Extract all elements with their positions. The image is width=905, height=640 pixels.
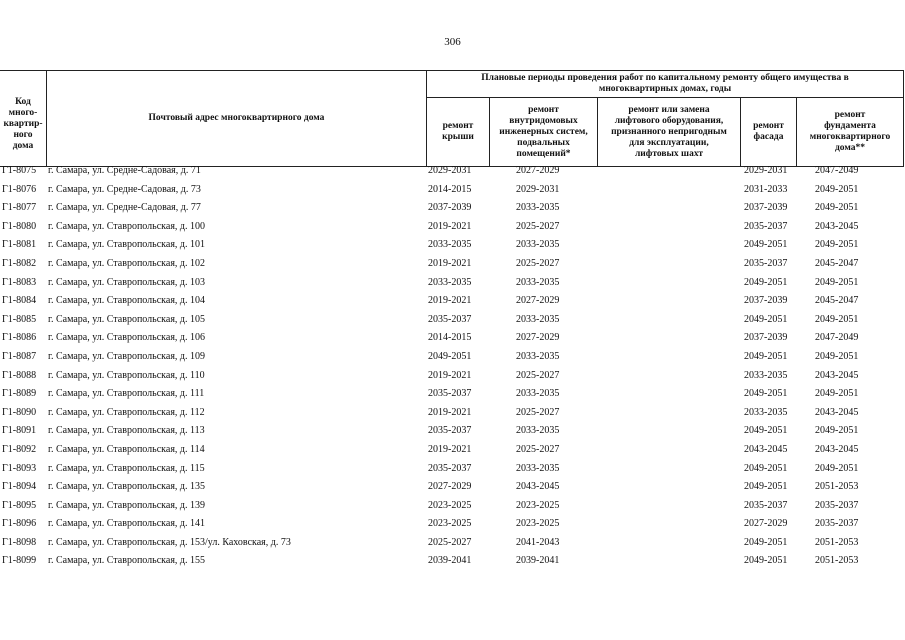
cell-address: г. Самара, ул. Ставропольская, д. 141	[48, 518, 206, 530]
cell-engineering: 2023-2025	[516, 518, 560, 530]
table-row	[0, 277, 905, 296]
cell-facade: 2049-2051	[744, 425, 788, 437]
cell-facade: 2035-2037	[744, 499, 788, 511]
cell-facade: 2037-2039	[744, 202, 788, 214]
cell-facade: 2049-2051	[744, 239, 788, 251]
cell-facade: 2027-2029	[744, 518, 788, 530]
cell-roof: 2029-2031	[428, 165, 472, 176]
cell-code: Г1-8086	[2, 332, 37, 344]
cell-roof: 2025-2027	[428, 536, 472, 548]
cell-facade: 2031-2033	[744, 183, 788, 195]
cell-engineering: 2029-2031	[516, 183, 560, 195]
table-row	[0, 239, 905, 258]
cell-engineering: 2033-2035	[516, 202, 560, 214]
cell-address: г. Самара, ул. Ставропольская, д. 139	[48, 499, 206, 511]
cell-foundation: 2047-2049	[815, 165, 859, 176]
cell-engineering: 2025-2027	[516, 220, 560, 232]
cell-address: г. Самара, ул. Средне-Садовая, д. 71	[48, 165, 201, 176]
cell-foundation: 2035-2037	[815, 499, 859, 511]
cell-engineering: 2033-2035	[516, 350, 560, 362]
cell-roof: 2037-2039	[428, 202, 472, 214]
cell-code: Г1-8090	[2, 406, 37, 418]
cell-engineering: 2025-2027	[516, 443, 560, 455]
cell-facade: 2037-2039	[744, 332, 788, 344]
table-row	[0, 463, 905, 482]
cell-engineering: 2033-2035	[516, 276, 560, 288]
table-row	[0, 165, 905, 184]
cell-foundation: 2049-2051	[815, 183, 859, 195]
cell-code: Г1-8076	[2, 183, 37, 195]
cell-code: Г1-8083	[2, 276, 37, 288]
cell-code: Г1-8085	[2, 313, 37, 325]
cell-address: г. Самара, ул. Ставропольская, д. 100	[48, 220, 206, 232]
table-row	[0, 332, 905, 351]
cell-code: Г1-8081	[2, 239, 37, 251]
cell-roof: 2027-2029	[428, 481, 472, 493]
cell-address: г. Самара, ул. Ставропольская, д. 109	[48, 350, 206, 362]
cell-code: Г1-8088	[2, 369, 37, 381]
cell-foundation: 2047-2049	[815, 332, 859, 344]
table-row	[0, 314, 905, 333]
table-row	[0, 537, 905, 556]
cell-address: г. Самара, ул. Ставропольская, д. 115	[48, 462, 205, 474]
cell-address: г. Самара, ул. Ставропольская, д. 106	[48, 332, 206, 344]
table-row	[0, 351, 905, 370]
cell-foundation: 2043-2045	[815, 406, 859, 418]
table-row	[0, 500, 905, 519]
page-number: 306	[444, 36, 461, 48]
cell-code: Г1-8075	[2, 165, 37, 176]
cell-foundation: 2049-2051	[815, 276, 859, 288]
cell-engineering: 2027-2029	[516, 295, 560, 307]
cell-facade: 2035-2037	[744, 220, 788, 232]
cell-roof: 2023-2025	[428, 518, 472, 530]
cell-roof: 2035-2037	[428, 313, 472, 325]
table-row	[0, 184, 905, 203]
cell-facade: 2035-2037	[744, 257, 788, 269]
table-body	[0, 165, 905, 574]
cell-code: Г1-8089	[2, 388, 37, 400]
cell-code: Г1-8080	[2, 220, 37, 232]
cell-roof: 2019-2021	[428, 443, 472, 455]
cell-foundation: 2049-2051	[815, 425, 859, 437]
cell-code: Г1-8087	[2, 350, 37, 362]
table-row	[0, 258, 905, 277]
cell-address: г. Самара, ул. Ставропольская, д. 101	[48, 239, 206, 251]
header-periods: Плановые периоды проведения работ по капитальному ремонту общего имущества в многоквартирных домах, годы	[481, 72, 849, 94]
table-row	[0, 202, 905, 221]
cell-foundation: 2049-2051	[815, 202, 859, 214]
cell-facade: 2049-2051	[744, 481, 788, 493]
cell-roof: 2014-2015	[428, 332, 472, 344]
cell-foundation: 2049-2051	[815, 388, 859, 400]
cell-facade: 2049-2051	[744, 350, 788, 362]
cell-foundation: 2043-2045	[815, 369, 859, 381]
cell-address: г. Самара, ул. Ставропольская, д. 102	[48, 257, 206, 269]
cell-engineering: 2027-2029	[516, 332, 560, 344]
cell-roof: 2039-2041	[428, 555, 472, 567]
cell-foundation: 2049-2051	[815, 313, 859, 325]
table-header	[0, 70, 905, 168]
cell-foundation: 2045-2047	[815, 295, 859, 307]
cell-roof: 2014-2015	[428, 183, 472, 195]
cell-foundation: 2043-2045	[815, 220, 859, 232]
cell-code: Г1-8084	[2, 295, 37, 307]
cell-roof: 2023-2025	[428, 499, 472, 511]
cell-engineering: 2023-2025	[516, 499, 560, 511]
table-row	[0, 425, 905, 444]
header-code: Код много- квартир- ного дома	[3, 96, 43, 151]
cell-code: Г1-8098	[2, 536, 37, 548]
cell-roof: 2019-2021	[428, 369, 472, 381]
table-row	[0, 444, 905, 463]
cell-address: г. Самара, ул. Средне-Садовая, д. 77	[48, 202, 201, 214]
table-row	[0, 370, 905, 389]
cell-code: Г1-8094	[2, 481, 37, 493]
cell-facade: 2049-2051	[744, 313, 788, 325]
cell-facade: 2043-2045	[744, 443, 788, 455]
cell-facade: 2033-2035	[744, 406, 788, 418]
cell-roof: 2035-2037	[428, 388, 472, 400]
header-address: Почтовый адрес многоквартирного дома	[148, 112, 325, 123]
cell-engineering: 2041-2043	[516, 536, 560, 548]
cell-foundation: 2045-2047	[815, 257, 859, 269]
cell-address: г. Самара, ул. Ставропольская, д. 114	[48, 443, 205, 455]
cell-address: г. Самара, ул. Средне-Садовая, д. 73	[48, 183, 201, 195]
cell-address: г. Самара, ул. Ставропольская, д. 113	[48, 425, 205, 437]
cell-foundation: 2049-2051	[815, 350, 859, 362]
cell-code: Г1-8082	[2, 257, 37, 269]
header-facade: ремонт фасада	[753, 121, 784, 142]
cell-foundation: 2051-2053	[815, 555, 859, 567]
cell-code: Г1-8077	[2, 202, 37, 214]
cell-code: Г1-8091	[2, 425, 37, 437]
cell-code: Г1-8099	[2, 555, 37, 567]
cell-address: г. Самара, ул. Ставропольская, д. 105	[48, 313, 206, 325]
cell-address: г. Самара, ул. Ставропольская, д. 110	[48, 369, 205, 381]
cell-roof: 2033-2035	[428, 239, 472, 251]
cell-address: г. Самара, ул. Ставропольская, д. 104	[48, 295, 206, 307]
table-row	[0, 555, 905, 574]
cell-code: Г1-8092	[2, 443, 37, 455]
cell-code: Г1-8095	[2, 499, 37, 511]
cell-facade: 2049-2051	[744, 276, 788, 288]
cell-facade: 2029-2031	[744, 165, 788, 176]
cell-roof: 2019-2021	[428, 406, 472, 418]
cell-engineering: 2025-2027	[516, 257, 560, 269]
table-row	[0, 481, 905, 500]
cell-roof: 2019-2021	[428, 257, 472, 269]
cell-facade: 2033-2035	[744, 369, 788, 381]
cell-facade: 2049-2051	[744, 388, 788, 400]
cell-roof: 2035-2037	[428, 425, 472, 437]
table-row	[0, 388, 905, 407]
cell-facade: 2049-2051	[744, 555, 788, 567]
cell-address: г. Самара, ул. Ставропольская, д. 135	[48, 481, 206, 493]
cell-address: г. Самара, ул. Ставропольская, д. 153/ул. Каховская, д. 73	[48, 536, 291, 548]
cell-foundation: 2035-2037	[815, 518, 859, 530]
cell-foundation: 2043-2045	[815, 443, 859, 455]
cell-address: г. Самара, ул. Ставропольская, д. 155	[48, 555, 206, 567]
cell-roof: 2033-2035	[428, 276, 472, 288]
cell-foundation: 2049-2051	[815, 239, 859, 251]
cell-engineering: 2027-2029	[516, 165, 560, 176]
cell-roof: 2049-2051	[428, 350, 472, 362]
cell-foundation: 2049-2051	[815, 462, 859, 474]
cell-facade: 2049-2051	[744, 536, 788, 548]
cell-roof: 2019-2021	[428, 295, 472, 307]
cell-engineering: 2033-2035	[516, 239, 560, 251]
cell-foundation: 2051-2053	[815, 481, 859, 493]
header-foundation: ремонт фундамента многоквартирного дома**	[809, 110, 891, 153]
table-row	[0, 221, 905, 240]
header-divider	[903, 70, 904, 166]
cell-engineering: 2033-2035	[516, 388, 560, 400]
cell-engineering: 2033-2035	[516, 462, 560, 474]
cell-facade: 2049-2051	[744, 462, 788, 474]
header-engineering: ремонт внутридомовых инженерных систем, подвальных помещений*	[499, 104, 588, 159]
cell-engineering: 2033-2035	[516, 313, 560, 325]
cell-address: г. Самара, ул. Ставропольская, д. 111	[48, 388, 205, 400]
cell-roof: 2019-2021	[428, 220, 472, 232]
cell-engineering: 2025-2027	[516, 406, 560, 418]
cell-roof: 2035-2037	[428, 462, 472, 474]
cell-facade: 2037-2039	[744, 295, 788, 307]
cell-code: Г1-8093	[2, 462, 37, 474]
table-row	[0, 407, 905, 426]
cell-code: Г1-8096	[2, 518, 37, 530]
cell-address: г. Самара, ул. Ставропольская, д. 112	[48, 406, 205, 418]
header-lift: ремонт или замена лифтового оборудования, признанного непригодным для эксплуатации, лифтовых шахт	[611, 104, 727, 159]
cell-engineering: 2043-2045	[516, 481, 560, 493]
cell-engineering: 2025-2027	[516, 369, 560, 381]
cell-engineering: 2039-2041	[516, 555, 560, 567]
cell-foundation: 2051-2053	[815, 536, 859, 548]
table-row	[0, 295, 905, 314]
cell-address: г. Самара, ул. Ставропольская, д. 103	[48, 276, 206, 288]
table-row	[0, 518, 905, 537]
header-roof: ремонт крыши	[442, 121, 474, 142]
cell-engineering: 2033-2035	[516, 425, 560, 437]
